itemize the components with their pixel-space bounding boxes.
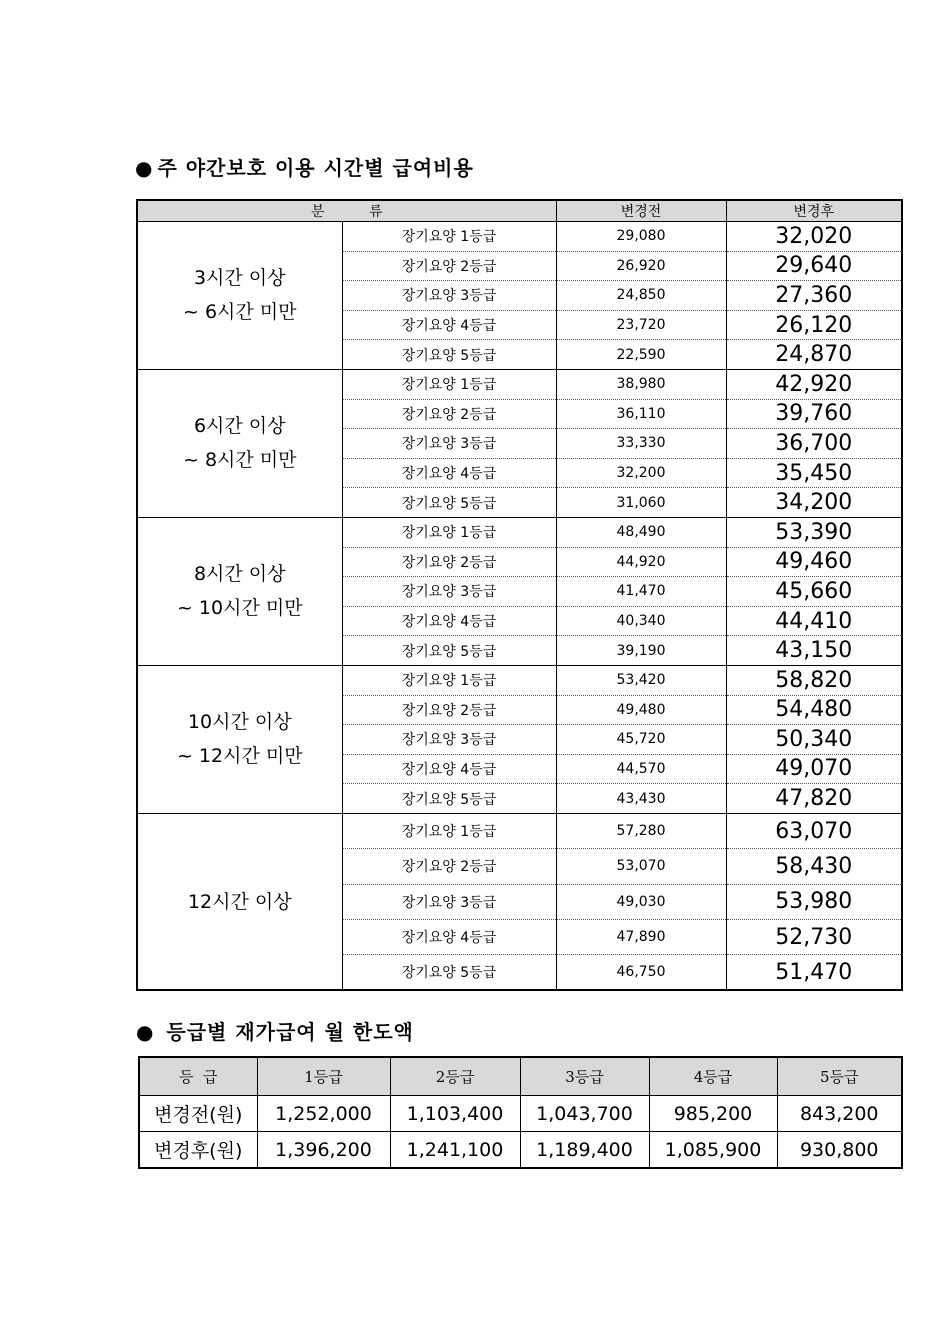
before-value-cell: 57,280	[556, 813, 726, 848]
before-value-cell: 29,080	[556, 222, 726, 252]
before-value-cell: 33,330	[556, 429, 726, 459]
header-grade-1: 1등급	[257, 1057, 390, 1096]
care-level-cell: 장기요양 1등급	[342, 517, 556, 547]
after-value-cell: 53,390	[726, 517, 902, 547]
care-level-cell: 장기요양 1등급	[342, 369, 556, 399]
care-level-cell: 장기요양 4등급	[342, 754, 556, 784]
time-range-label: 8시간 이상 ~ 10시간 미만	[137, 517, 342, 665]
care-level-cell: 장기요양 2등급	[342, 547, 556, 577]
limit-value-cell: 930,800	[777, 1132, 902, 1169]
after-value-cell: 27,360	[726, 281, 902, 311]
table-row	[139, 1132, 902, 1169]
monthly-limit-body	[139, 1096, 902, 1169]
header-grade-2: 2등급	[390, 1057, 520, 1096]
limit-value-cell: 1,396,200	[257, 1132, 390, 1169]
after-value-cell: 51,470	[726, 955, 902, 990]
header-grade-3: 3등급	[520, 1057, 649, 1096]
before-value-cell: 32,200	[556, 458, 726, 488]
table-header-row	[137, 200, 902, 222]
before-value-cell: 47,890	[556, 920, 726, 955]
after-value-cell: 26,120	[726, 310, 902, 340]
limit-value-cell: 1,085,900	[649, 1132, 777, 1169]
time-range-label: 3시간 이상 ~ 6시간 미만	[137, 222, 342, 370]
after-value-cell: 47,820	[726, 784, 902, 814]
limit-value-cell: 1,189,400	[520, 1132, 649, 1169]
after-value-cell: 44,410	[726, 606, 902, 636]
table-row	[139, 1096, 902, 1132]
care-level-cell: 장기요양 2등급	[342, 849, 556, 884]
table-header-row	[139, 1057, 902, 1096]
before-value-cell: 39,190	[556, 636, 726, 666]
section1-heading	[135, 152, 474, 181]
before-value-cell: 46,750	[556, 955, 726, 990]
care-level-cell: 장기요양 5등급	[342, 784, 556, 814]
time-based-cost-table	[136, 199, 903, 991]
before-value-cell: 36,110	[556, 399, 726, 429]
after-value-cell: 58,430	[726, 849, 902, 884]
before-value-cell: 49,030	[556, 884, 726, 919]
limit-value-cell: 1,252,000	[257, 1096, 390, 1132]
care-level-cell: 장기요양 3등급	[342, 429, 556, 459]
header-grade: 등 급	[139, 1057, 257, 1096]
bullet-icon: ●	[135, 156, 154, 180]
time-range-label: 10시간 이상 ~ 12시간 미만	[137, 665, 342, 813]
table-row	[137, 222, 902, 252]
care-level-cell: 장기요양 3등급	[342, 281, 556, 311]
after-value-cell: 34,200	[726, 488, 902, 518]
after-value-cell: 53,980	[726, 884, 902, 919]
before-value-cell: 40,340	[556, 606, 726, 636]
header-before: 변경전	[556, 200, 726, 222]
care-level-cell: 장기요양 3등급	[342, 725, 556, 755]
care-level-cell: 장기요양 4등급	[342, 458, 556, 488]
after-value-cell: 58,820	[726, 665, 902, 695]
before-value-cell: 44,920	[556, 547, 726, 577]
after-value-cell: 29,640	[726, 251, 902, 281]
after-value-cell: 49,070	[726, 754, 902, 784]
header-category: 분 류	[137, 200, 556, 222]
care-level-cell: 장기요양 3등급	[342, 884, 556, 919]
time-range-label: 6시간 이상 ~ 8시간 미만	[137, 369, 342, 517]
care-level-cell: 장기요양 5등급	[342, 488, 556, 518]
table-row	[137, 813, 902, 848]
before-value-cell: 53,070	[556, 849, 726, 884]
after-value-cell: 45,660	[726, 577, 902, 607]
after-value-cell: 63,070	[726, 813, 902, 848]
before-value-cell: 24,850	[556, 281, 726, 311]
care-level-cell: 장기요양 5등급	[342, 955, 556, 990]
limit-value-cell: 1,241,100	[390, 1132, 520, 1169]
row-label: 변경후(원)	[139, 1132, 257, 1169]
care-level-cell: 장기요양 1등급	[342, 665, 556, 695]
after-value-cell: 54,480	[726, 695, 902, 725]
care-level-cell: 장기요양 5등급	[342, 636, 556, 666]
after-value-cell: 32,020	[726, 222, 902, 252]
before-value-cell: 23,720	[556, 310, 726, 340]
after-value-cell: 49,460	[726, 547, 902, 577]
after-value-cell: 42,920	[726, 369, 902, 399]
before-value-cell: 45,720	[556, 725, 726, 755]
time-range-label: 12시간 이상	[137, 813, 342, 990]
after-value-cell: 24,870	[726, 340, 902, 370]
before-value-cell: 44,570	[556, 754, 726, 784]
before-value-cell: 41,470	[556, 577, 726, 607]
limit-value-cell: 985,200	[649, 1096, 777, 1132]
after-value-cell: 52,730	[726, 920, 902, 955]
header-after: 변경후	[726, 200, 902, 222]
before-value-cell: 22,590	[556, 340, 726, 370]
after-value-cell: 36,700	[726, 429, 902, 459]
before-value-cell: 48,490	[556, 517, 726, 547]
row-label: 변경전(원)	[139, 1096, 257, 1132]
after-value-cell: 35,450	[726, 458, 902, 488]
after-value-cell: 39,760	[726, 399, 902, 429]
care-level-cell: 장기요양 1등급	[342, 222, 556, 252]
limit-value-cell: 1,043,700	[520, 1096, 649, 1132]
care-level-cell: 장기요양 1등급	[342, 813, 556, 848]
before-value-cell: 53,420	[556, 665, 726, 695]
care-level-cell: 장기요양 4등급	[342, 606, 556, 636]
before-value-cell: 31,060	[556, 488, 726, 518]
table-row	[137, 665, 902, 695]
header-grade-5: 5등급	[777, 1057, 902, 1096]
section1-title: 주 야간보호 이용 시간별 급여비용	[157, 156, 474, 180]
care-level-cell: 장기요양 2등급	[342, 251, 556, 281]
bullet-icon: ●	[136, 1020, 155, 1044]
table-row	[137, 369, 902, 399]
before-value-cell: 26,920	[556, 251, 726, 281]
care-level-cell: 장기요양 2등급	[342, 399, 556, 429]
section2-title: 등급별 재가급여 월 한도액	[166, 1020, 414, 1044]
care-level-cell: 장기요양 5등급	[342, 340, 556, 370]
table-row	[137, 517, 902, 547]
after-value-cell: 50,340	[726, 725, 902, 755]
header-grade-4: 4등급	[649, 1057, 777, 1096]
care-level-cell: 장기요양 2등급	[342, 695, 556, 725]
before-value-cell: 43,430	[556, 784, 726, 814]
care-level-cell: 장기요양 4등급	[342, 310, 556, 340]
limit-value-cell: 1,103,400	[390, 1096, 520, 1132]
care-level-cell: 장기요양 3등급	[342, 577, 556, 607]
after-value-cell: 43,150	[726, 636, 902, 666]
time-based-cost-body	[137, 222, 902, 991]
limit-value-cell: 843,200	[777, 1096, 902, 1132]
before-value-cell: 49,480	[556, 695, 726, 725]
care-level-cell: 장기요양 4등급	[342, 920, 556, 955]
section2-heading	[136, 1016, 414, 1045]
before-value-cell: 38,980	[556, 369, 726, 399]
monthly-limit-table	[138, 1056, 903, 1169]
